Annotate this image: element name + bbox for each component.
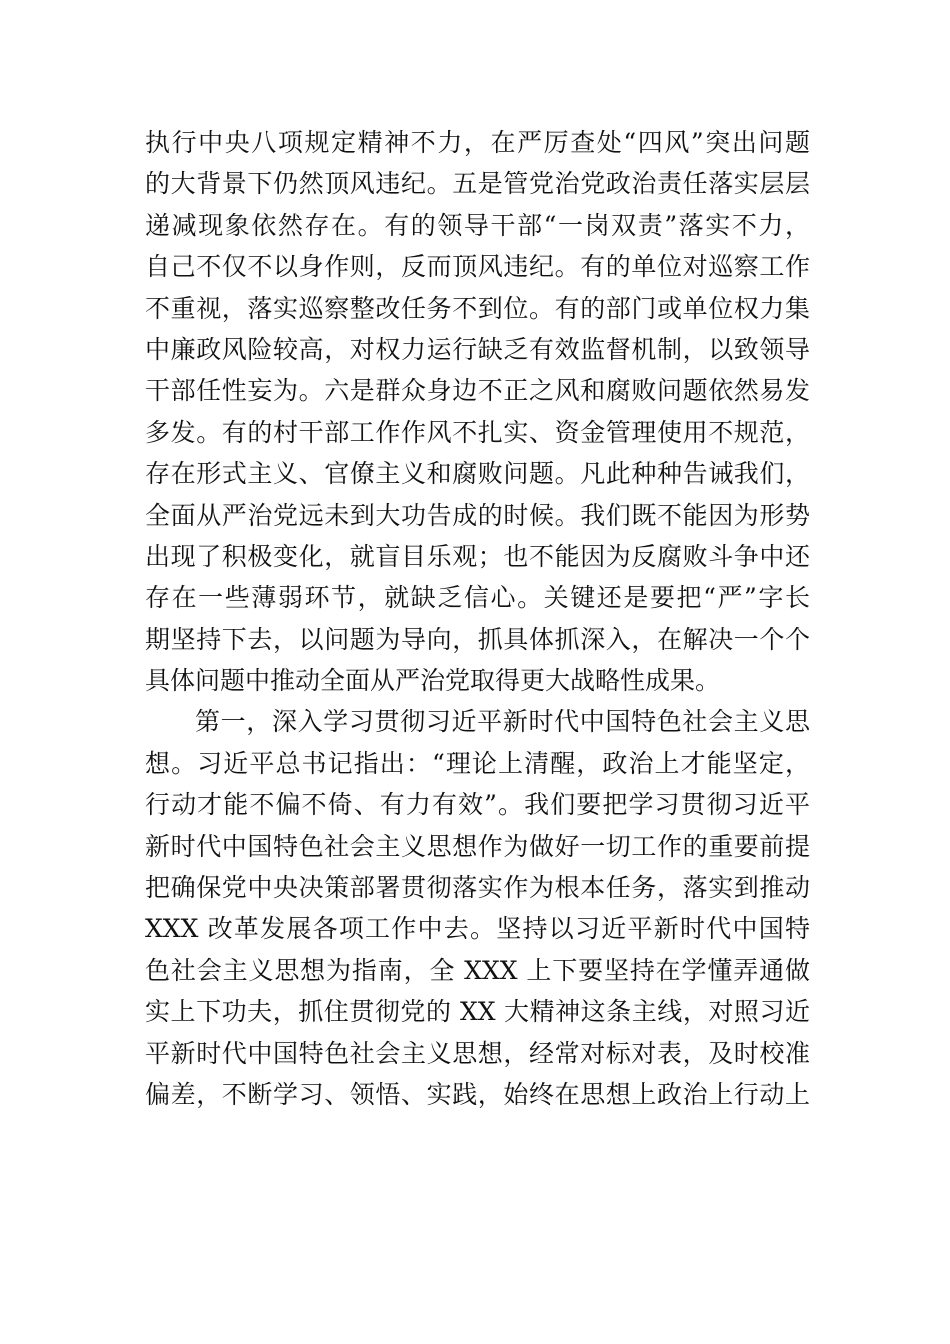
text-line: XXX 改革发展各项工作中去。坚持以习近平新时代中国特 (145, 914, 810, 944)
text-line: 色社会主义思想为指南，全 XXX 上下要坚持在学懂弄通做 (145, 955, 810, 985)
text-line: 期坚持下去，以问题为导向，抓具体抓深入，在解决一个个 (145, 624, 810, 654)
paragraph-end-line: 具体问题中推动全面从严治党取得更大战略性成果。 (145, 666, 721, 696)
text-line: 全面从严治党远未到大功告成的时候。我们既不能因为形势 (145, 500, 810, 530)
text-line: 中廉政风险较高，对权力运行缺乏有效监督机制，以致领导 (145, 334, 810, 364)
text-line: 平新时代中国特色社会主义思想，经常对标对表，及时校准 (145, 1038, 810, 1068)
text-line: 新时代中国特色社会主义思想作为做好一切工作的重要前提 (145, 831, 810, 861)
text-line: 实上下功夫，抓住贯彻党的 XX 大精神这条主线，对照习近 (145, 997, 810, 1027)
paragraph-first-line: 第一，深入学习贯彻习近平新时代中国特色社会主义思 (195, 707, 810, 737)
text-line: 干部任性妄为。六是群众身边不正之风和腐败问题依然易发 (145, 376, 810, 406)
text-line: 存在一些薄弱环节，就缺乏信心。关键还是要把“严”字长 (145, 583, 810, 613)
text-line: 的大背景下仍然顶风违纪。五是管党治党政治责任落实层层 (145, 169, 810, 199)
text-line: 行动才能不偏不倚、有力有效”。我们要把学习贯彻习近平 (145, 790, 810, 820)
text-line: 想。习近平总书记指出：“理论上清醒，政治上才能坚定， (145, 748, 810, 778)
text-line: 把确保党中央决策部署贯彻落实作为根本任务，落实到推动 (145, 873, 810, 903)
text-line: 自己不仅不以身作则，反而顶风违纪。有的单位对巡察工作 (145, 252, 810, 282)
text-line: 出现了积极变化，就盲目乐观；也不能因为反腐败斗争中还 (145, 541, 810, 571)
text-line: 执行中央八项规定精神不力，在严厉查处“四风”突出问题 (145, 128, 810, 157)
text-line: 递减现象依然存在。有的领导干部“一岗双责”落实不力， (145, 210, 810, 240)
text-line: 存在形式主义、官僚主义和腐败问题。凡此种种告诫我们， (145, 459, 810, 489)
text-line: 多发。有的村干部工作作风不扎实、资金管理使用不规范， (145, 417, 810, 447)
document-body (145, 122, 810, 1115)
text-line: 不重视，落实巡察整改任务不到位。有的部门或单位权力集 (145, 293, 810, 323)
text-line: 偏差，不断学习、领悟、实践，始终在思想上政治上行动上 (145, 1079, 810, 1109)
